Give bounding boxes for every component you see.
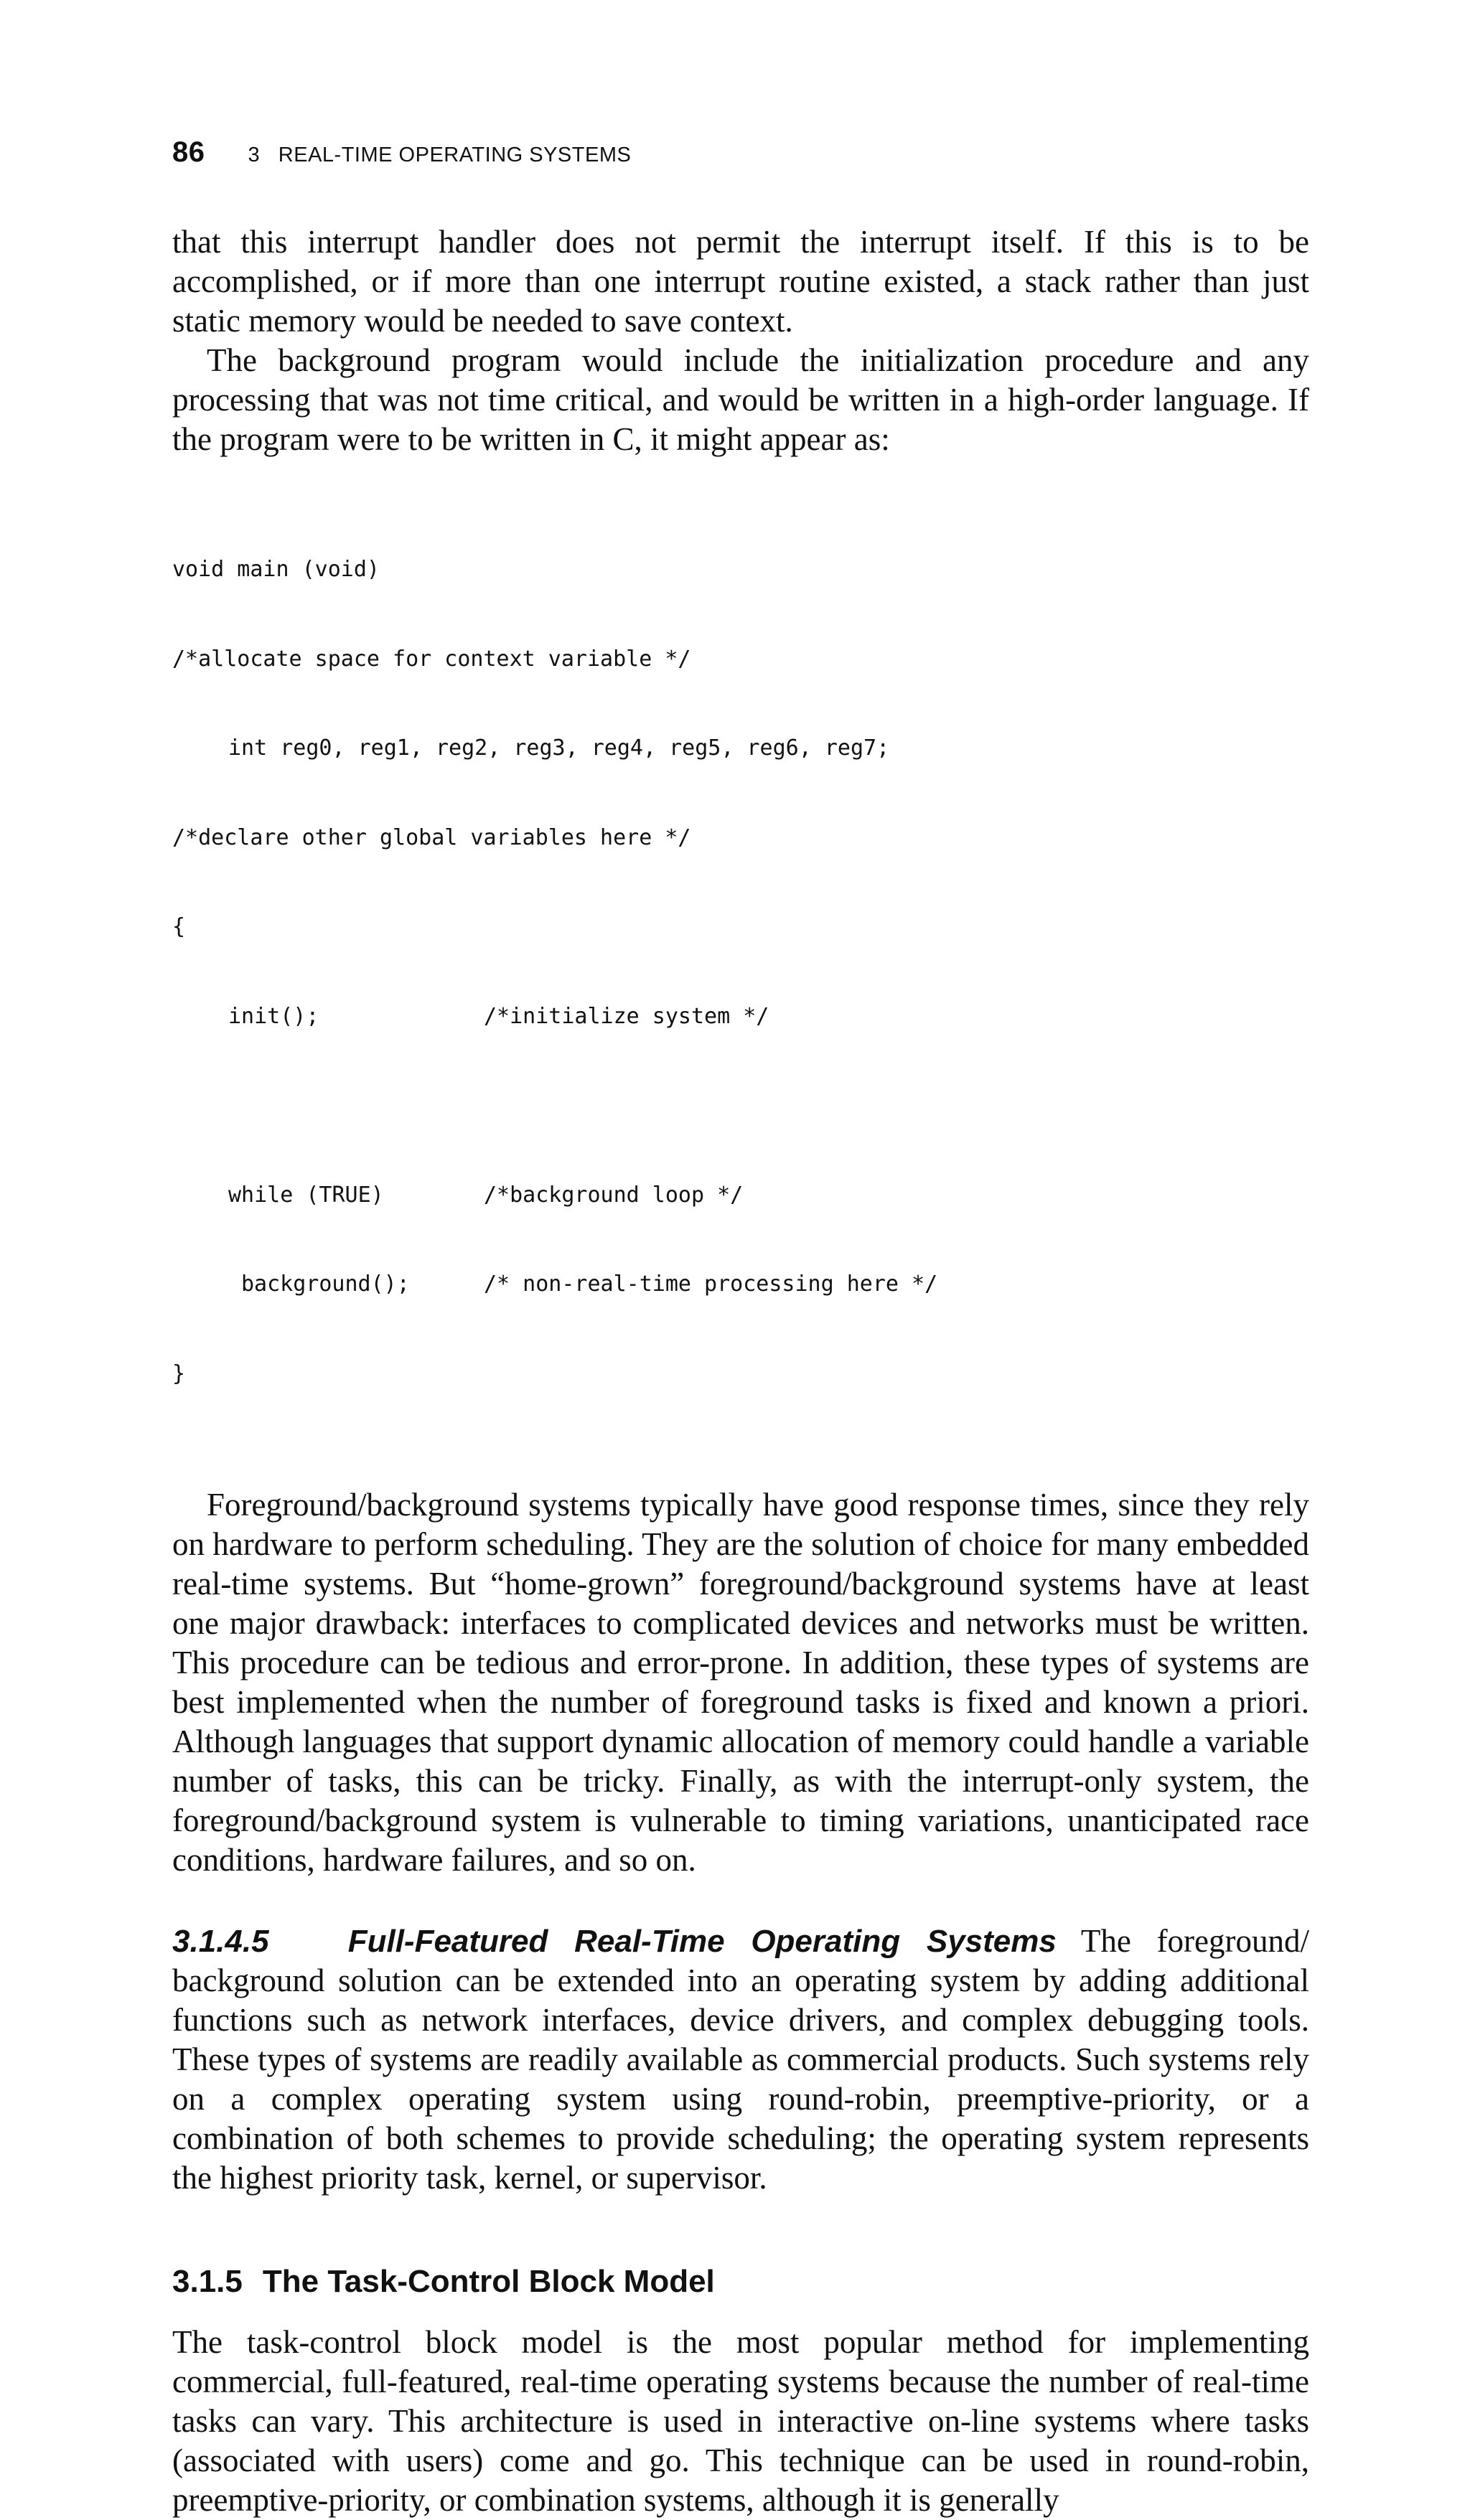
code-line: /*allocate space for context variable */ [172,646,691,672]
book-page [172,136,1309,2518]
code-line [172,1002,1309,1032]
code-line: } [172,1360,186,1386]
code-line [172,1269,1309,1299]
chapter-title: 3 REAL-TIME OPERATING SYSTEMS [248,144,632,166]
section-heading [172,2264,1309,2300]
code-statement: init(); [228,1003,319,1029]
code-blank-line [172,1091,1309,1121]
paragraph-foreground-background: Foreground/background systems typically have good response times, since they rely on hardware to perform scheduling. They are the solution of choice for many embedded real-time systems. But “home-grown” foreground/background systems have at least one major drawback: interfaces to complicated devices and networks must be written. This procedure can be tedious and error-prone. In addition, these types of systems are best implemented when the number of foreground tasks is fixed and known a priori. Although languages that support dynamic allocation of memory could handle a variable number of tasks, this can be tricky. Finally, as with the interrupt-only system, the foreground/background system is vulnerable to timing variations, unanticipated race conditions, hardware failures, and so on. [172,1487,1309,1878]
paragraph-continuation: that this interrupt handler does not permit the interrupt itself. If this is to be accomplished, or if more than one interrupt routine existed, a stack rather than just static memory would be needed to save context. [172,224,1309,339]
code-statement: while (TRUE) [228,1182,384,1208]
page-number: 86 [172,136,205,168]
code-line: /*declare other global variables here */ [172,824,691,850]
code-listing [172,495,1309,1448]
code-statement: background(); [241,1271,410,1297]
subsection-heading: 3.1.4.5 Full-Featured Real-Time Operating Systems [172,1924,1057,1959]
code-comment: /*background loop */ [484,1182,744,1208]
code-comment: /* non-real-time processing here */ [484,1271,938,1297]
paragraph-full-featured [172,1922,1309,2198]
section-title: The Task-Control Block Model [262,2264,715,2299]
code-line: int reg0, reg1, reg2, reg3, reg4, reg5, reg6, reg7; [228,735,890,761]
code-line [172,1180,1309,1210]
section-number: 3.1.5 [172,2264,243,2299]
code-comment: /*initialize system */ [484,1003,769,1029]
paragraph-task-control-block: The task-control block model is the most popular method for implementing commercial, full-featured, real-time operating systems because the number of real-time tasks can vary. This architecture is used in interactive on-line systems where tasks (associated with users) come and go. This technique can be used in round-robin, preemptive-priority, or combination systems, although it is generally [172,2324,1309,2518]
code-line: { [172,914,186,939]
code-line: void main (void) [172,557,380,582]
paragraph-background-program: The background program would include the initialization procedure and any processing that was not time critical, and would be written in a high-order language. If the program were to be written in C, it might appear as: [172,342,1309,457]
paragraph-full-featured-text: The foreground/ background solution can be extended into an operating system by adding additional functions such as network interfaces, device drivers, and complex debugging tools. These types of systems are readily available as commercial products. Such systems rely on a complex operating system using round-robin, preemptive-priority, or a combination of both schemes to provide scheduling; the operating system represents the highest priority task, kernel, or supervisor. [172,1923,1309,2196]
running-head [172,136,1309,178]
